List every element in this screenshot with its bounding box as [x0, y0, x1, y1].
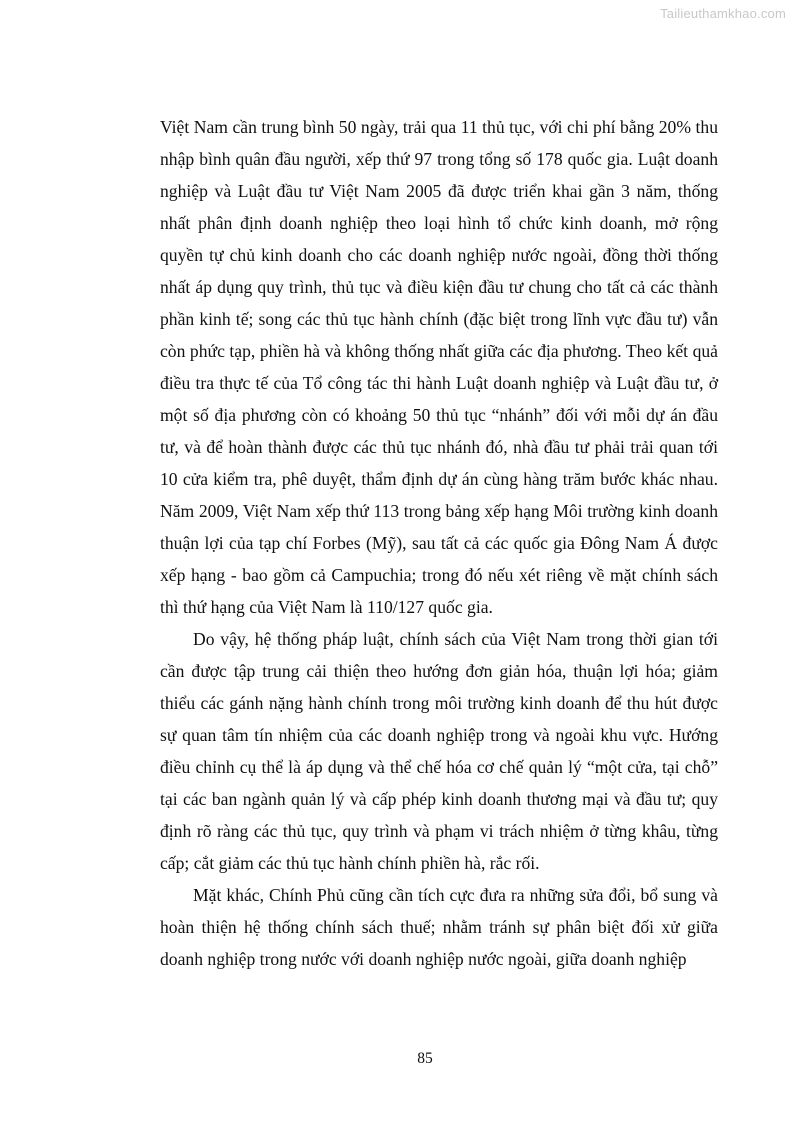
watermark: Tailieuthamkhao.com [660, 6, 786, 21]
page-number: 85 [417, 1050, 433, 1067]
document-body [160, 111, 718, 975]
paragraph: Do vậy, hệ thống pháp luật, chính sách của Việt Nam trong thời gian tới cần được tập trung cải thiện theo hướng đơn giản hóa, thuận lợi hóa; giảm thiểu các gánh nặng hành chính trong môi trường kinh doanh để thu hút được sự quan tâm tín nhiệm của các doanh nghiệp trong và ngoài khu vực. Hướng điều chỉnh cụ thể là áp dụng và thể chế hóa cơ chế quản lý “một cửa, tại chỗ” tại các ban ngành quản lý và cấp phép kinh doanh thương mại và đầu tư; quy định rõ ràng các thủ tục, quy trình và phạm vi trách nhiệm ở từng khâu, từng cấp; cắt giảm các thủ tục hành chính phiền hà, rắc rối. [160, 629, 718, 873]
paragraph-continued: Việt Nam cần trung bình 50 ngày, trải qua 11 thủ tục, với chi phí bằng 20% thu nhập bình quân đầu người, xếp thứ 97 trong tổng số 178 quốc gia. Luật doanh nghiệp và Luật đầu tư Việt Nam 2005 đã được triển khai gần 3 năm, thống nhất phân định doanh nghiệp theo loại hình tổ chức kinh doanh, mở rộng quyền tự chủ kinh doanh cho các doanh nghiệp nước ngoài, đồng thời thống nhất áp dụng quy trình, thủ tục và điều kiện đầu tư chung cho tất cả các thành phần kinh tế; song các thủ tục hành chính (đặc biệt trong lĩnh vực đầu tư) vẫn còn phức tạp, phiền hà và không thống nhất giữa các địa phương. Theo kết quả điều tra thực tế của Tổ công tác thi hành Luật doanh nghiệp và Luật đầu tư, ở một số địa phương còn có khoảng 50 thủ tục “nhánh” đối với mỗi dự án đầu tư, và để hoàn thành được các thủ tục nhánh đó, nhà đầu tư phải trải quan tới 10 cửa kiểm tra, phê duyệt, thẩm định dự án cùng hàng trăm bước khác nhau. Năm 2009, Việt Nam xếp thứ 113 trong bảng xếp hạng Môi trường kinh doanh thuận lợi của tạp chí Forbes (Mỹ), sau tất cả các quốc gia Đông Nam Á được xếp hạng - bao gồm cả Campuchia; trong đó nếu xét riêng về mặt chính sách thì thứ hạng của Việt Nam là 110/127 quốc gia. [160, 117, 718, 617]
paragraph: Mặt khác, Chính Phủ cũng cần tích cực đưa ra những sửa đổi, bổ sung và hoàn thiện hệ thống chính sách thuế; nhằm tránh sự phân biệt đối xử giữa doanh nghiệp trong nước với doanh nghiệp nước ngoài, giữa doanh nghiệp [160, 885, 718, 969]
